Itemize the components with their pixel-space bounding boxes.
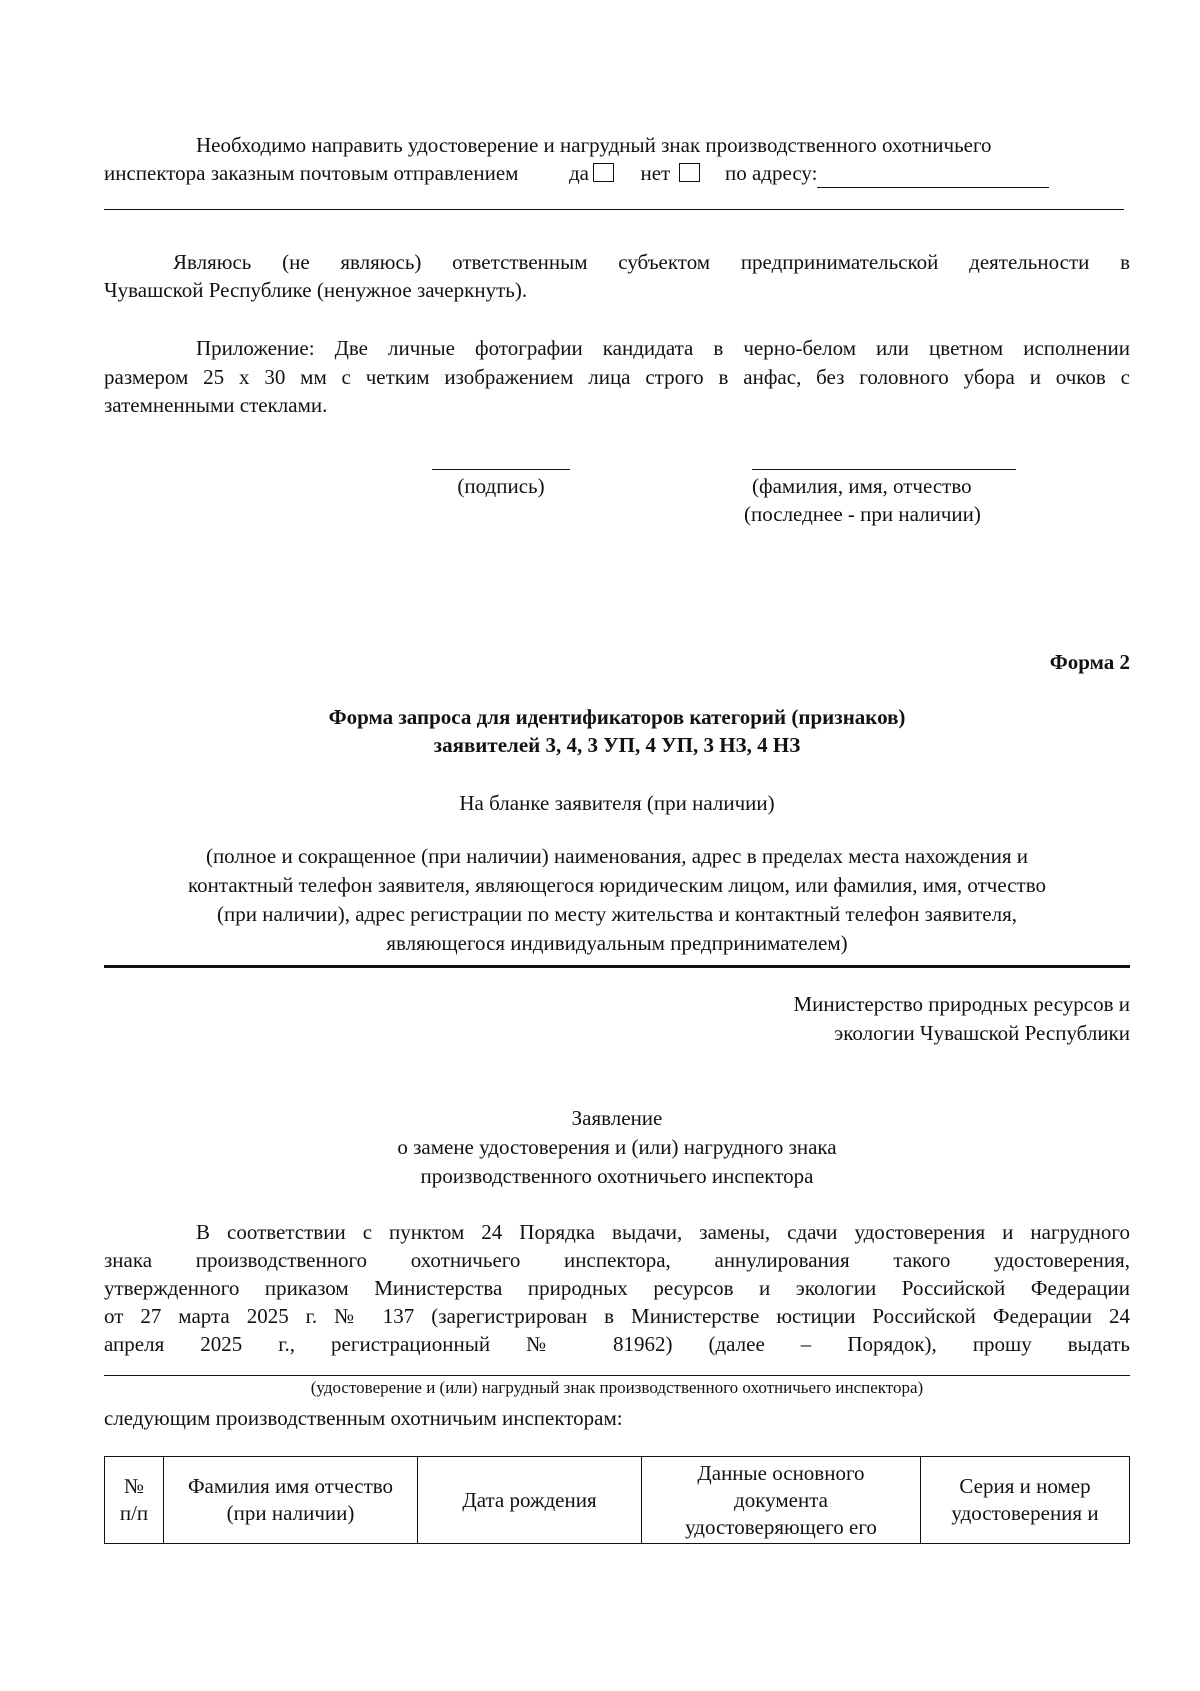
- inspectors-table: [104, 1456, 1130, 1544]
- header-identity-document: Данные основного документа удостоверяющего его: [642, 1457, 921, 1544]
- recipient-line1: Министерство природных ресурсов и: [793, 992, 1130, 1016]
- paragraph-entity-line2: Чувашской Республике (ненужное зачеркнуть).: [104, 278, 528, 302]
- applicant-desc-line1: (полное и сокращенное (при наличии) наименования, адрес в пределах места нахождения и: [205, 844, 1029, 868]
- no-checkbox[interactable]: [679, 163, 700, 182]
- recipient-line2: экологии Чувашской Республики: [834, 1021, 1130, 1045]
- body-line3: утвержденного приказом Министерства природных ресурсов и экологии Российской Федерации: [104, 1276, 1130, 1300]
- address-label: по адресу:: [724, 161, 818, 185]
- header-certificate-number: Серия и номер удостоверения и: [921, 1457, 1130, 1544]
- paragraph-entity-line1: Являюсь (не являюсь) ответственным субъектом предпринимательской деятельности в: [173, 250, 1130, 274]
- attachment-line1: Приложение: Две личные фотографии кандидата в черно-белом или цветном исполнении: [196, 336, 1130, 360]
- name-caption-1: (фамилия, имя, отчество: [752, 474, 972, 498]
- attachment-line2: размером 25 х 30 мм с четким изображением лица строго в анфас, без головного убора и очков с: [104, 365, 1130, 389]
- yes-label: да: [568, 161, 589, 185]
- applicant-desc-line4: являющегося индивидуальным предпринимателем): [386, 931, 848, 955]
- table-header-row: [105, 1457, 1130, 1544]
- form-number: Форма 2: [1049, 650, 1130, 674]
- header-birth-date: Дата рождения: [418, 1457, 642, 1544]
- no-label: нет: [640, 161, 671, 185]
- document-type-blank[interactable]: [104, 1375, 1130, 1376]
- letterhead-note: На бланке заявителя (при наличии): [459, 791, 775, 815]
- statement-title-1: Заявление: [571, 1106, 663, 1130]
- address-blank-line-2: [104, 209, 1124, 210]
- form-title-line1: Форма запроса для идентификаторов категорий (признаков): [328, 705, 906, 729]
- signature-line: [432, 469, 570, 470]
- attachment-line3: затемненными стеклами.: [104, 393, 328, 417]
- body-line1: В соответствии с пунктом 24 Порядка выдачи, замены, сдачи удостоверения и нагрудного: [196, 1220, 1130, 1244]
- statement-title-3: производственного охотничьего инспектора: [420, 1164, 814, 1188]
- name-caption-2: (последнее - при наличии): [744, 502, 981, 526]
- body-line4: от 27 марта 2025 г. № 137 (зарегистрирован в Министерстве юстиции Российской Федерации 24: [104, 1304, 1130, 1328]
- applicant-desc-line3: (при наличии), адрес регистрации по месту жительства и контактный телефон заявителя,: [217, 902, 1017, 926]
- address-blank[interactable]: [817, 165, 1049, 188]
- header-full-name: Фамилия имя отчество (при наличии): [164, 1457, 418, 1544]
- body-line2: знака производственного охотничьего инспектора, аннулирования такого удостоверения,: [104, 1248, 1130, 1272]
- statement-title-2: о замене удостоверения и (или) нагрудного знака: [397, 1135, 837, 1159]
- paragraph-send-line1: Необходимо направить удостоверение и нагрудный знак производственного охотничьего: [196, 133, 992, 157]
- header-number: № п/п: [105, 1457, 164, 1544]
- send-by-mail-text: инспектора заказным почтовым отправлением: [104, 161, 519, 185]
- name-line: [752, 469, 1016, 470]
- body-line6: следующим производственным охотничьим инспекторам:: [104, 1406, 623, 1430]
- yes-checkbox[interactable]: [593, 163, 614, 182]
- paragraph-send-line2: [104, 159, 1130, 188]
- applicant-desc-line2: контактный телефон заявителя, являющегося юридическим лицом, или фамилия, имя, отчество: [188, 873, 1046, 897]
- form-title-line2: заявителей 3, 4, 3 УП, 4 УП, 3 НЗ, 4 НЗ: [433, 733, 801, 757]
- signature-caption: (подпись): [457, 474, 545, 498]
- applicant-divider: [104, 965, 1130, 968]
- body-line5: апреля 2025 г., регистрационный № 81962) (далее – Порядок), прошу выдать: [104, 1332, 1130, 1356]
- document-type-caption: (удостоверение и (или) нагрудный знак производственного охотничьего инспектора): [310, 1378, 924, 1397]
